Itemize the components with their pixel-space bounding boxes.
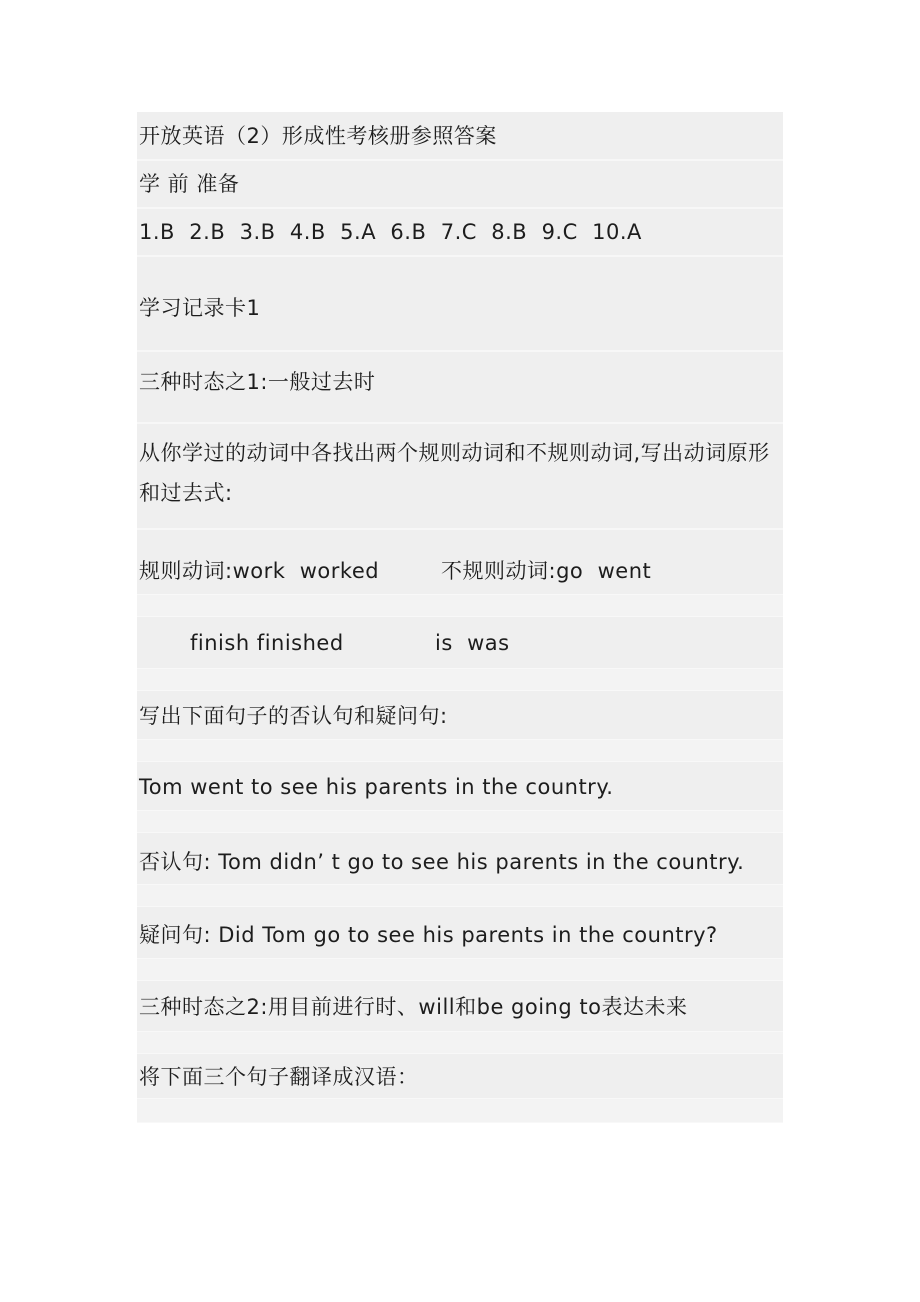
paragraph-gap bbox=[137, 1098, 783, 1123]
question-sentence-answer: 疑问句: Did Tom go to see his parents in the country? bbox=[139, 923, 718, 947]
tense1-heading: 三种时态之1:一般过去时 bbox=[139, 370, 376, 394]
paragraph-divider bbox=[137, 207, 783, 209]
verbs2-irregular-answer: is was bbox=[435, 631, 510, 655]
paragraph-gap bbox=[137, 810, 783, 833]
record-card-heading: 学习记录卡1 bbox=[139, 296, 261, 320]
paragraph-gap bbox=[137, 884, 783, 907]
document-text-panel bbox=[137, 112, 783, 1123]
task3-instruction: 将下面三个句子翻译成汉语： bbox=[139, 1065, 419, 1089]
paragraph-gap bbox=[137, 958, 783, 981]
paragraph-gap bbox=[137, 739, 783, 762]
paragraph-divider bbox=[137, 528, 783, 530]
verbs-regular-answer: 规则动词:work worked bbox=[139, 559, 380, 583]
paragraph-divider bbox=[137, 350, 783, 352]
task2-instruction: 写出下面句子的否认句和疑问句: bbox=[139, 704, 448, 728]
verbs2-regular-answer: finish finished bbox=[190, 631, 344, 655]
paragraph-gap bbox=[137, 668, 783, 691]
section-prep-heading: 学 前 准备 bbox=[139, 172, 240, 196]
paragraph-divider bbox=[137, 255, 783, 257]
prep-answer-key: 1.B 2.B 3.B 4.B 5.A 6.B 7.C 8.B 9.C 10.A bbox=[139, 220, 642, 244]
negative-sentence-answer: 否认句: Tom didn’ t go to see his parents in the country. bbox=[139, 850, 745, 874]
base-sentence: Tom went to see his parents in the country. bbox=[139, 775, 614, 799]
tense2-heading: 三种时态之2:用目前进行时、will和be going to表达未来 bbox=[139, 995, 688, 1019]
paragraph-divider bbox=[137, 422, 783, 424]
task1-instruction-line2: 和过去式: bbox=[139, 481, 233, 505]
task1-instruction-line1: 从你学过的动词中各找出两个规则动词和不规则动词,写出动词原形 bbox=[139, 441, 770, 465]
paragraph-gap bbox=[137, 1031, 783, 1054]
paragraph-divider bbox=[137, 159, 783, 161]
paragraph-gap bbox=[137, 594, 783, 617]
verbs-irregular-answer: 不规则动词:go went bbox=[441, 559, 652, 583]
doc-title: 开放英语（2）形成性考核册参照答案 bbox=[139, 124, 497, 148]
